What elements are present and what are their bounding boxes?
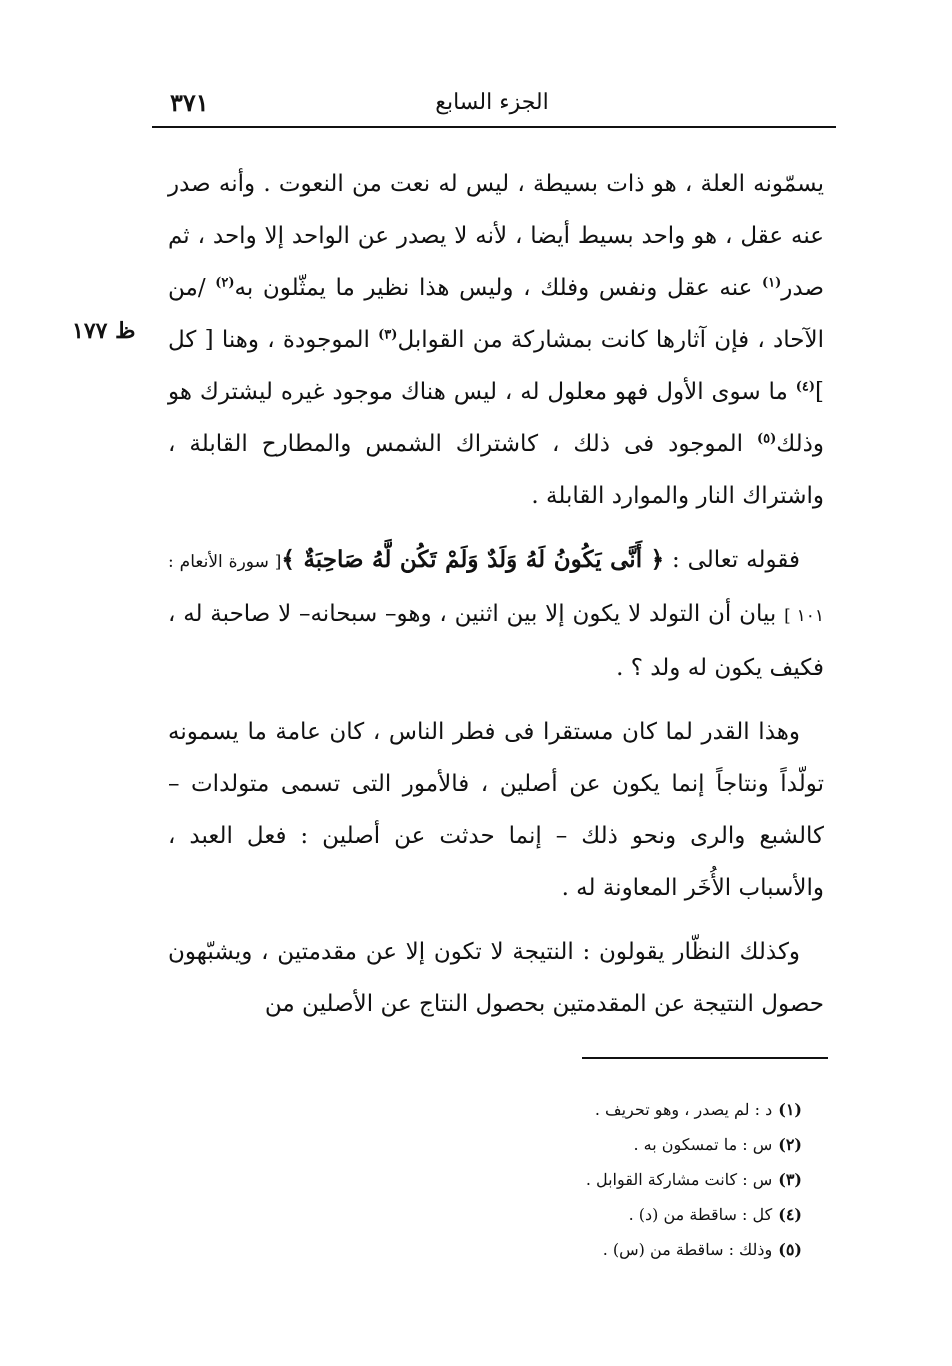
text-segment: فقوله تعالى : bbox=[664, 547, 800, 573]
footnote-marker-2: (٢) bbox=[215, 275, 235, 291]
text-segment: الموجودة ، وهنا [ كل ] bbox=[168, 327, 824, 405]
footnote-number: (٤) bbox=[778, 1205, 802, 1224]
footnote-text: كل : ساقطة من (د) . bbox=[628, 1205, 773, 1224]
text-segment: عنه عقل ونفس وفلك ، وليس هذا نظير ما يمثّلون به bbox=[234, 275, 762, 301]
text-segment: ما سوى الأول فهو معلول له ، ليس هناك موجود غيره ليشترك هو وذلك bbox=[168, 379, 824, 457]
footnote-3 bbox=[462, 1162, 802, 1197]
paragraph-4: وكذلك النظّار يقولون : النتيجة لا تكون إلا عن مقدمتين ، ويشبّهون حصول النتيجة عن المقدمتين بحصول النتاج عن الأصلين من bbox=[168, 939, 824, 1017]
footnote-1 bbox=[462, 1092, 802, 1127]
verse-reference: [ سورة الأنعام : ١٠١ ] bbox=[168, 552, 824, 626]
footnote-marker-1: (١) bbox=[762, 275, 782, 291]
text-segment: بيان أن التولد لا يكون إلا بين اثنين ، وهو– سبحانه– لا صاحبة له ، فكيف يكون له ولد ؟ . bbox=[168, 601, 824, 681]
quran-verse: ﴿ أَنَّى يَكُونُ لَهُ وَلَدٌ وَلَمْ تَكُن لَّهُ صَاحِبَةٌ ﴾ bbox=[281, 546, 665, 573]
main-text bbox=[168, 158, 824, 1030]
text-segment: يسمّونه العلة ، هو ذات بسيطة ، ليس له نعت من النعوت . وأنه صدر عنه عقل ، هو واحد بسيط أيضا ، لأنه لا يصدر عن الواحد إلا واحد ، ثم صدر bbox=[168, 171, 825, 301]
footnote-text: س : كانت مشاركة القوابل . bbox=[585, 1170, 773, 1189]
manuscript-folio-marker: ظ ١٧٧ bbox=[72, 318, 136, 344]
footnote-2 bbox=[462, 1127, 802, 1162]
header-divider bbox=[152, 126, 836, 128]
footnotes bbox=[462, 1092, 802, 1267]
footnote-5 bbox=[462, 1232, 802, 1267]
footnote-4 bbox=[462, 1197, 802, 1232]
page-number: ٣٧١ bbox=[170, 88, 209, 117]
footnote-number: (٣) bbox=[778, 1170, 802, 1189]
running-title: الجزء السابع bbox=[435, 90, 549, 115]
footnote-marker-4: (٤) bbox=[795, 379, 816, 395]
footnote-number: (٥) bbox=[778, 1240, 802, 1259]
footnote-marker-5: (٥) bbox=[756, 431, 777, 447]
page-header bbox=[150, 84, 834, 124]
footnote-divider bbox=[582, 1057, 828, 1059]
footnote-number: (٢) bbox=[778, 1135, 802, 1154]
paragraph-1 bbox=[168, 158, 824, 522]
text-segment: /من الآحاد ، فإن آثارها كانت بمشاركة من القوابل bbox=[168, 275, 824, 353]
footnote-marker-3: (٣) bbox=[378, 327, 398, 343]
footnote-text: د : لم يصدر ، وهو تحريف . bbox=[594, 1100, 773, 1119]
footnote-text: س : ما تمسكون به . bbox=[633, 1135, 773, 1154]
footnote-text: وذلك : ساقطة من (س) . bbox=[602, 1240, 773, 1259]
text-segment: الموجود فى ذلك ، كاشتراك الشمس والمطارح القابلة ، واشتراك النار والموارد القابلة . bbox=[168, 431, 824, 509]
paragraph-2 bbox=[168, 534, 824, 694]
footnote-number: (١) bbox=[778, 1100, 802, 1119]
paragraph-3: وهذا القدر لما كان مستقرا فى فطر الناس ، كان عامة ما يسمونه تولّداً ونتاجاً إنما يكون عن أصلين ، فالأمور التى تسمى متولدات – كالشبع والرى ونحو ذلك – إنما حدثت عن أصلين : فعل العبد ، والأسباب الأُخَر المعاونة له . bbox=[168, 719, 824, 901]
